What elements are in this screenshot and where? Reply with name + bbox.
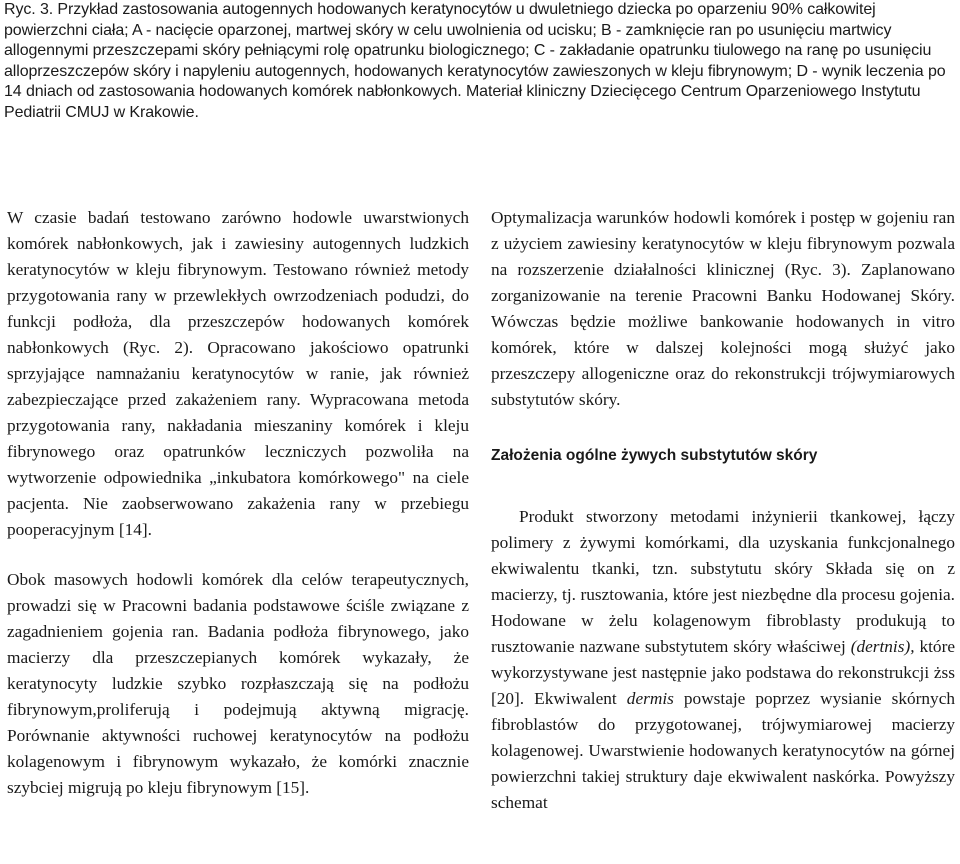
figure-caption: Ryc. 3. Przykład zastosowania autogennych hodowanych keratynocytów u dwuletniego dziecka po oparzeniu 90% całkowitej powierzchni ciała; A - nacięcie oparzonej, martwej skóry w celu uwolnienia od ucisku; B - zamknięcie ran po usunięciu martwicy allogennymi przeszczepami skóry pełniącymi rolę opatrunku biologicznego; C - zakładanie opatrunku tiulowego na ranę po usunięciu alloprzeszczepów skóry i napyleniu autogennych, hodowanych keratynocytów zawieszonych w kleju fibrynowym; D - wynik leczenia po 14 dniach od zastosowania hodowanych komórek nabłonkowych. Materiał kliniczny Dziecięcego Centrum Oparzeniowego Instytutu Pediatrii CMUJ w Krakowie. bbox=[4, 1, 946, 121]
term-dermis: dermis bbox=[626, 689, 674, 708]
right-paragraph-2-text-c: powstaje poprzez wysianie skórnych fibroblastów do przygotowanej, trójwymiarowej macierzy kolagenowej. Uwarstwienie hodowanych keratynocytów na górnej powierzchni takiej struktury daje ekwiwalent naskórka. Powyższy schemat bbox=[491, 689, 956, 812]
right-paragraph-2 bbox=[491, 504, 955, 816]
right-paragraph-2-text-a: Produkt stworzony metodami inżynierii tkankowej, łączy polimery z żywymi komórkami, dla uzyskania funkcjonalnego ekwiwalentu tkanki, tzn. substytutu skóry Składa się on z macierzy, tj. rusztowania, które jest niezbędne dla procesu gojenia. Hodowane w żelu kolagenowym fibroblasty produkują to rusztowanie nazwane substytutem skóry właściwej bbox=[491, 507, 955, 656]
left-text-column bbox=[7, 205, 469, 801]
section-heading: Założenia ogólne żywych substytutów skóry bbox=[491, 447, 818, 464]
term-dertnis: (dertnis), bbox=[850, 637, 915, 656]
left-paragraph-2: Obok masowych hodowli komórek dla celów terapeutycznych, prowadzi się w Pracowni badania podstawowe ściśle związane z zagadnieniem gojenia ran. Badania podłoża fibrynowego, jako macierzy dla przeszczepianych komórek wykazały, że keratynocyty ludzkie szybko rozpłaszczają się na podłożu fibrynowym,proliferują i podejmują aktywną migrację. Porównanie aktywności ruchowej keratynocytów na podłożu kolagenowym i fibrynowym wykazało, że komórki znacznie szybciej migrują po kleju fibrynowym [15]. bbox=[7, 570, 469, 797]
right-text-column bbox=[491, 205, 955, 816]
right-paragraph-1: Optymalizacja warunków hodowli komórek i postęp w gojeniu ran z użyciem zawiesiny keratynocytów w kleju fibrynowym pozwala na rozszerzenie działalności klinicznej (Ryc. 3). Zaplanowano zorganizowanie na terenie Pracowni Banku Hodowanej Skóry. Wówczas będzie możliwe bankowanie hodowanych in vitro komórek, które w dalszej kolejności mogą służyć jako przeszczepy allogeniczne oraz do rekonstrukcji trójwymiarowych substytutów skóry. bbox=[491, 208, 955, 409]
right-paragraph-2-text-b: które wykorzystywane jest następnie jako podstawa do rekonstrukcji żss [20]. Ekwiwalent bbox=[491, 637, 955, 708]
left-paragraph-1: W czasie badań testowano zarówno hodowle uwarstwionych komórek nabłonkowych, jak i zawiesiny autogennych ludzkich keratynocytów w kleju fibrynowym. Testowano również metody przygotowania rany w przewlekłych owrzodzeniach podudzi, do funkcji podłoża, dla przeszczepów hodowanych komórek nabłonkowych (Ryc. 2). Opracowano jakościowo opatrunki sprzyjające namnażaniu keratynocytów w ranie, jak również zabezpieczające przed zakażeniem rany. Wypracowana metoda przygotowania rany, nakładania mieszaniny komórek i kleju fibrynowego oraz opatrunków leczniczych pozwoliła na wytworzenie odpowiednika „inkubatora komórkowego" na ciele pacjenta. Nie zaobserwowano zakażenia rany w przebiegu pooperacyjnym [14]. bbox=[7, 208, 469, 539]
